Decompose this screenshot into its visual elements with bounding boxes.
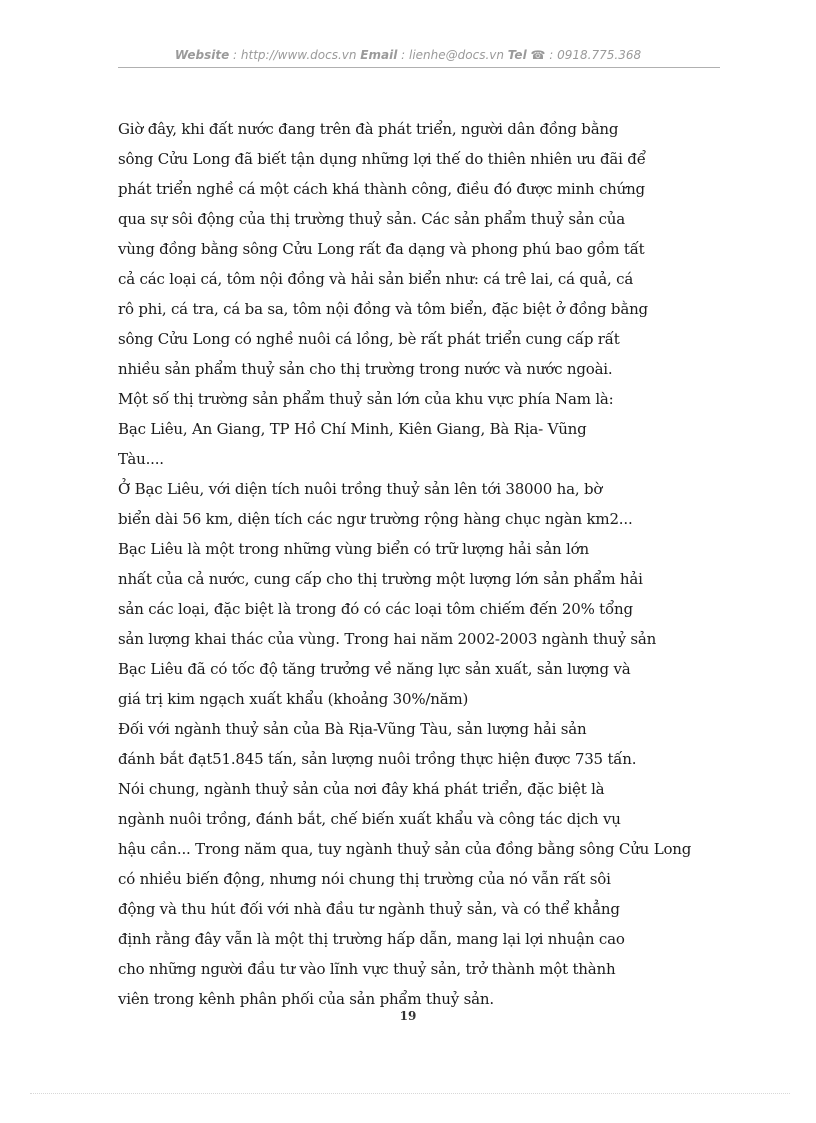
email-label: Email xyxy=(360,48,398,62)
email-value[interactable]: : lienhe@docs.vn xyxy=(397,48,508,62)
text-line: sản lượng khai thác của vùng. Trong hai năm 2002-2003 ngành thuỷ sản xyxy=(118,630,657,648)
text-line: Tàu.... xyxy=(118,450,164,468)
text-line: phát triển nghề cá một cách khá thành công, điều đó được minh chứng xyxy=(118,180,645,198)
text-line: nhất của cả nước, cung cấp cho thị trường một lượng lớn sản phẩm hải xyxy=(118,570,643,588)
text-line: sông Cửu Long có nghề nuôi cá lồng, bè rất phát triển cung cấp rất xyxy=(118,330,620,348)
text-line: hậu cần... Trong năm qua, tuy ngành thuỷ sản của đồng bằng sông Cửu Long xyxy=(118,840,692,858)
page-header xyxy=(0,48,816,62)
text-line: có nhiều biến động, nhưng nói chung thị trường của nó vẫn rất sôi xyxy=(118,870,611,888)
text-line: Bạc Liêu đã có tốc độ tăng trưởng về năng lực sản xuất, sản lượng và xyxy=(118,660,631,678)
text-line: rô phi, cá tra, cá ba sa, tôm nội đồng và tôm biển, đặc biệt ở đồng bằng xyxy=(118,300,648,318)
text-line: biển dài 56 km, diện tích các ngư trường rộng hàng chục ngàn km2... xyxy=(118,510,633,528)
header-divider xyxy=(118,67,720,68)
text-line: cả các loại cá, tôm nội đồng và hải sản biển như: cá trê lai, cá quả, cá xyxy=(118,270,634,288)
website-value[interactable]: : http://www.docs.vn xyxy=(229,48,361,62)
text-line: Bạc Liêu, An Giang, TP Hồ Chí Minh, Kiên Giang, Bà Rịa- Vũng xyxy=(118,420,587,438)
text-line: Giờ đây, khi đất nước đang trên đà phát triển, người dân đồng bằng xyxy=(118,120,619,138)
text-line: cho những người đầu tư vào lĩnh vực thuỷ sản, trở thành một thành xyxy=(118,960,616,978)
text-line: sông Cửu Long đã biết tận dụng những lợi thế do thiên nhiên ưu đãi để xyxy=(118,150,646,168)
page-number: 19 xyxy=(399,1009,417,1023)
text-line: Bạc Liêu là một trong những vùng biển có trữ lượng hải sản lớn xyxy=(118,540,589,558)
text-line: giá trị kim ngạch xuất khẩu (khoảng 30%/năm) xyxy=(118,690,469,708)
text-line: ngành nuôi trồng, đánh bắt, chế biến xuất khẩu và công tác dịch vụ xyxy=(118,810,621,828)
tel-label: Tel xyxy=(507,48,527,62)
footer-divider xyxy=(30,1093,790,1094)
text-line: Một số thị trường sản phẩm thuỷ sản lớn của khu vực phía Nam là: xyxy=(118,390,614,408)
text-line: đánh bắt đạt51.845 tấn, sản lượng nuôi trồng thực hiện được 735 tấn. xyxy=(118,750,637,768)
text-line: vùng đồng bằng sông Cửu Long rất đa dạng và phong phú bao gồm tất xyxy=(118,240,645,258)
website-label: Website xyxy=(174,48,230,62)
text-line: định rằng đây vẫn là một thị trường hấp dẫn, mang lại lợi nhuận cao xyxy=(118,930,625,948)
text-line: nhiều sản phẩm thuỷ sản cho thị trường trong nước và nước ngoài. xyxy=(118,360,613,378)
text-line: Ở Bạc Liêu, với diện tích nuôi trồng thuỷ sản lên tới 38000 ha, bờ xyxy=(118,480,603,498)
text-line: Nói chung, ngành thuỷ sản của nơi đây khá phát triển, đặc biệt là xyxy=(118,780,605,798)
text-line: Đối với ngành thuỷ sản của Bà Rịa-Vũng Tàu, sản lượng hải sản xyxy=(118,720,587,738)
text-line: qua sự sôi động của thị trường thuỷ sản. Các sản phẩm thuỷ sản của xyxy=(118,210,626,228)
text-line: động và thu hút đối với nhà đầu tư ngành thuỷ sản, và có thể khẳng xyxy=(118,900,620,918)
document-body xyxy=(118,114,718,1014)
text-line: sản các loại, đặc biệt là trong đó có các loại tôm chiếm đến 20% tổng xyxy=(118,600,633,618)
text-line: viên trong kênh phân phối của sản phẩm thuỷ sản. xyxy=(118,990,494,1008)
tel-value: ☎ : 0918.775.368 xyxy=(526,48,642,62)
